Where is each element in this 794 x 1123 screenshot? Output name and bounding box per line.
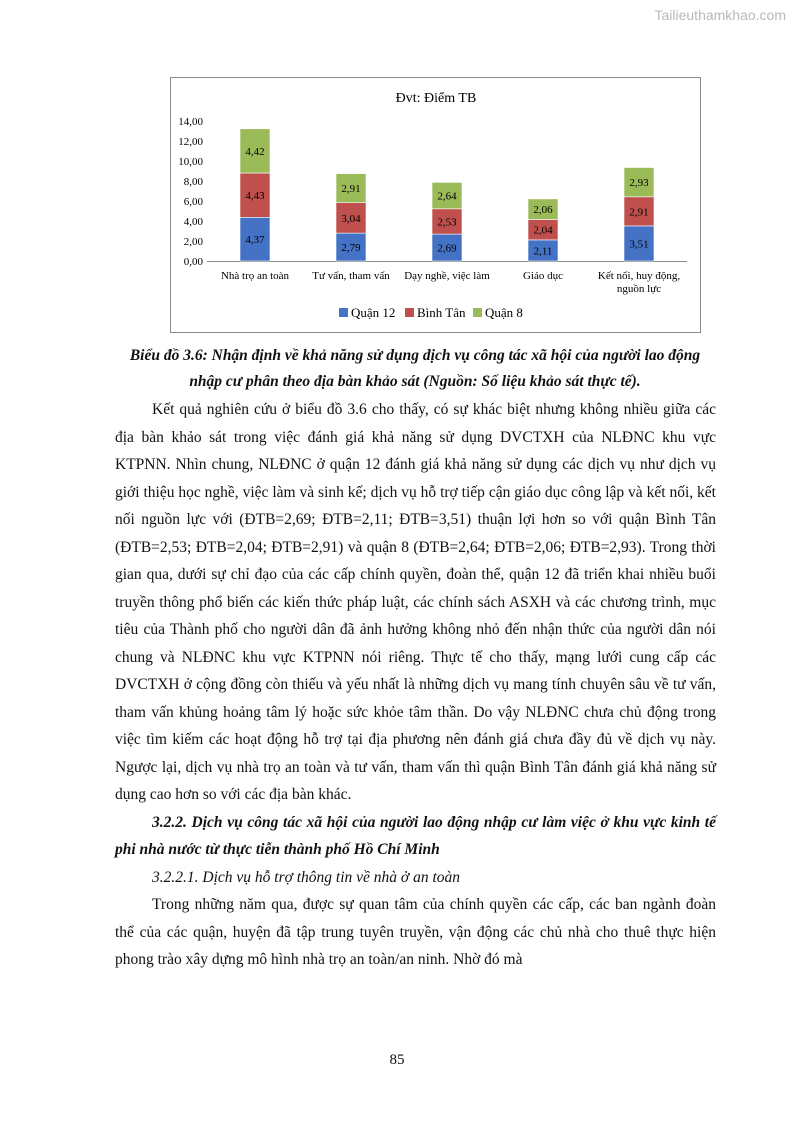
data-label: 3,51 xyxy=(629,238,649,251)
legend-label: Quận 12 xyxy=(351,305,396,320)
legend-swatch xyxy=(405,308,414,317)
x-tick-label: Tư vấn, tham vấn xyxy=(312,270,390,282)
legend-swatch xyxy=(339,308,348,317)
data-label: 2,79 xyxy=(341,242,361,255)
chart-title: Đvt: Điểm TB xyxy=(395,91,477,106)
paragraph-1: Kết quả nghiên cứu ở biểu đồ 3.6 cho thấy, có sự khác biệt nhưng không nhiều giữa các địa bàn khảo sát trong việc đánh giá khả năng sử dụng DVCTXH của NLĐNC khu vực KTPNN. Nhìn chung, NLĐNC ở quận 12 đánh giá khả năng sử dụng các dịch vụ như dịch vụ giới thiệu học nghề, việc làm và sinh kế; dịch vụ hỗ trợ tiếp cận giáo dục công lập và kết nối, kết nối nguồn lực với (ĐTB=2,69; ĐTB=2,11; ĐTB=3,51) thuận lợi hơn so với quận Bình Tân (ĐTB=2,53; ĐTB=2,04; ĐTB=2,91) và quận 8 (ĐTB=2,64; ĐTB=2,06; ĐTB=2,93). Trong thời gian qua, dưới sự chỉ đạo của các cấp chính quyền, đoàn thể, quận 12 đã triển khai nhiều buổi truyền thông phổ biến các kiến thức pháp luật, các chính sách ASXH và các chương trình, mục tiêu của Thành phố cho người dân đã ảnh hưởng không nhỏ đến nhận thức của người dân nói chung và NLĐNC khu vực KTPNN nói riêng. Thực tế cho thấy, mạng lưới cung cấp các DVCTXH ở cộng đồng còn thiếu và yếu nhất là những dịch vụ mang tính chuyên sâu về tư vấn, tham vấn khủng hoảng tâm lý hoặc sức khỏe tâm thần. Do vậy NLĐNC chưa chủ động trong việc tìm kiếm các hoạt động hỗ trợ tại địa phương nên đánh giá chưa đầy đủ về dịch vụ này. Ngược lại, dịch vụ nhà trọ an toàn và tư vấn, tham vấn thì quận Bình Tân đánh giá khả năng sử dụng cao hơn so với các địa bàn khác. xyxy=(115,401,716,803)
watermark: Tailieuthamkhao.com xyxy=(654,7,786,23)
data-label: 2,04 xyxy=(533,224,553,237)
legend-swatch xyxy=(473,308,482,317)
data-label: 4,42 xyxy=(245,145,265,158)
x-tick-label: Kết nối, huy động, xyxy=(597,270,681,282)
stacked-bar-chart xyxy=(170,77,701,333)
body-text xyxy=(115,396,716,974)
paragraph-2: Trong những năm qua, được sự quan tâm của chính quyền các cấp, các ban ngành đoàn thể của các quận, huyện đã tập trung tuyên truyền, vận động các chủ nhà cho thuê thực hiện phong trào xây dựng mô hình nhà trọ an toàn/an ninh. Nhờ đó mà xyxy=(115,896,716,968)
x-tick-label: nguồn lực xyxy=(616,283,662,295)
data-label: 2,69 xyxy=(437,242,457,255)
section-heading: 3.2.2. Dịch vụ công tác xã hội của người lao động nhập cư làm việc ở khu vực kinh tế phi nhà nước từ thực tiễn thành phố Hồ Chí Minh xyxy=(115,813,716,858)
y-tick-label: 2,00 xyxy=(183,236,203,248)
chart-svg xyxy=(171,78,702,334)
y-tick-label: 6,00 xyxy=(183,196,203,208)
y-tick-label: 14,00 xyxy=(178,116,203,128)
y-tick-label: 12,00 xyxy=(178,136,203,148)
subsection-heading: 3.2.2.1. Dịch vụ hỗ trợ thông tin về nhà ở an toàn xyxy=(152,868,461,886)
x-tick-label: Nhà trọ an toàn xyxy=(220,270,290,282)
legend-label: Bình Tân xyxy=(417,305,466,320)
data-label: 4,37 xyxy=(245,234,265,247)
page-number: 85 xyxy=(389,1052,405,1068)
x-tick-label: Dạy nghề, việc làm xyxy=(404,270,490,282)
data-label: 3,04 xyxy=(341,212,361,225)
data-label: 2,93 xyxy=(629,177,649,190)
data-label: 4,43 xyxy=(245,190,265,203)
x-tick-label: Giáo dục xyxy=(522,270,564,282)
y-tick-label: 4,00 xyxy=(183,216,203,228)
data-label: 2,11 xyxy=(533,245,553,258)
y-tick-label: 8,00 xyxy=(183,176,203,188)
y-tick-label: 0,00 xyxy=(183,256,203,268)
data-label: 2,64 xyxy=(437,190,457,203)
data-label: 2,06 xyxy=(533,204,553,217)
y-tick-label: 10,00 xyxy=(178,156,203,168)
data-label: 2,91 xyxy=(629,206,649,219)
legend-label: Quận 8 xyxy=(485,305,523,320)
data-label: 2,53 xyxy=(437,216,457,229)
data-label: 2,91 xyxy=(341,183,361,196)
figure-caption: Biểu đồ 3.6: Nhận định về khả năng sử dụng dịch vụ công tác xã hội của người lao động nhập cư phân theo địa bàn khảo sát (Nguồn: Số liệu khảo sát thực tế). xyxy=(129,347,701,390)
